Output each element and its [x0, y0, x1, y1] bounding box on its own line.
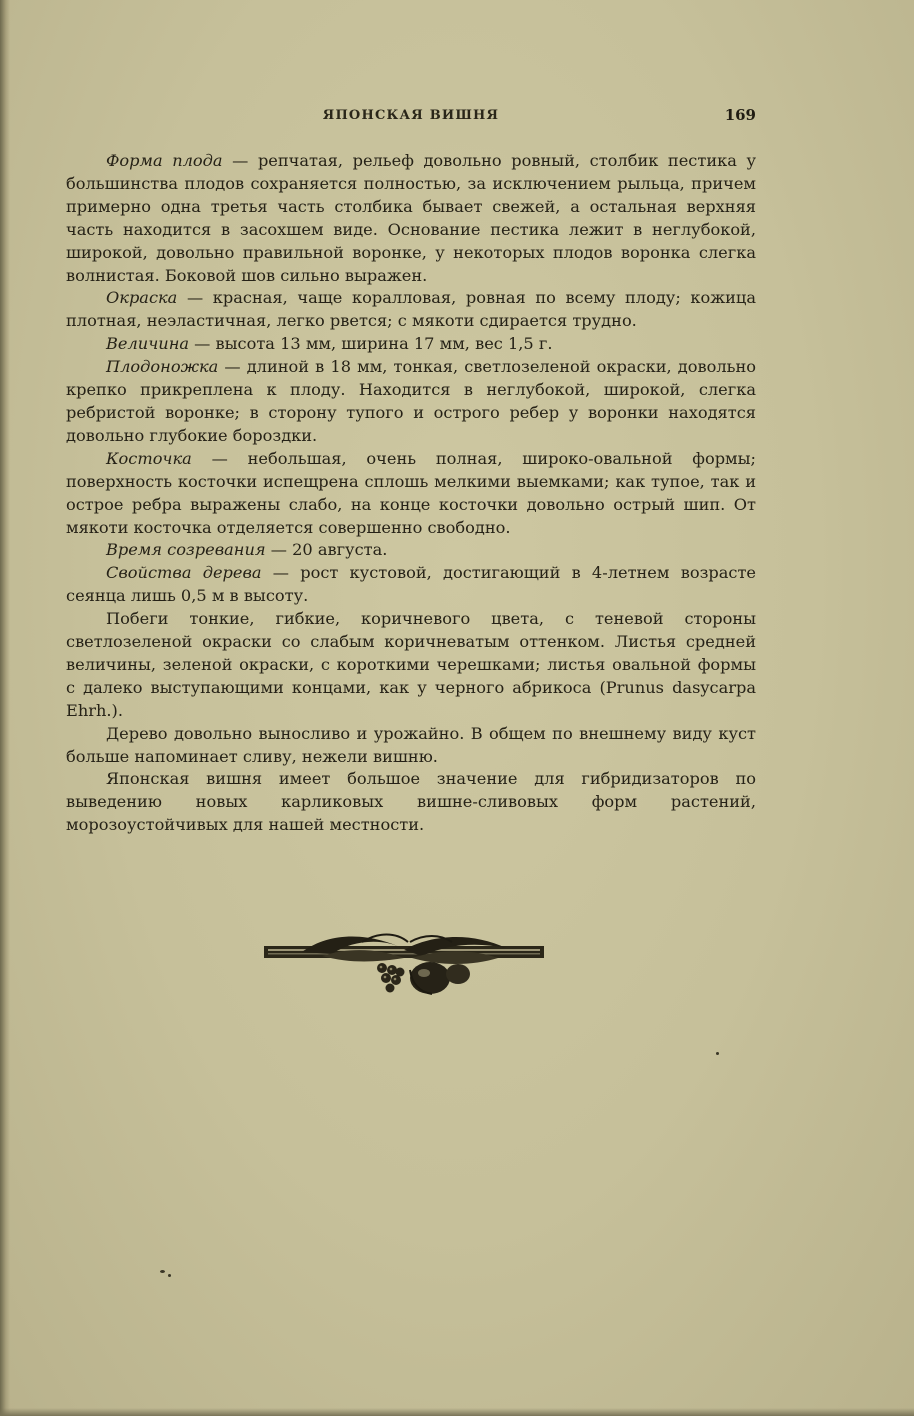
- paragraph-size: [66, 333, 756, 356]
- term: Плодоножка: [106, 357, 219, 377]
- paragraph-hardiness: [66, 723, 756, 769]
- paragraph-stone: [66, 448, 756, 540]
- description: — высота 13 мм, ширина 17 мм, вес 1,5 г.: [189, 334, 553, 354]
- description: — репчатая, рельеф довольно ровный, столбик пестика у большинства плодов сохраняется полностью, за исключением рыльца, причем примерно одна третья часть столбика бывает свежей, а остальная верхняя часть находится в засохшем виде. Основание пестика лежит в неглубокой, широкой, довольно правильной воронке, у некоторых плодов воронка слегка волнистая. Боковой шов сильно выражен.: [66, 151, 756, 285]
- page-left-edge: [0, 0, 10, 1416]
- term: Время созревания: [106, 540, 266, 560]
- description: Японская вишня имеет большое значение для гибридизаторов по выведению новых карликовых вишне-сливовых форм растений, морозоустойчивых для нашей местности.: [66, 769, 756, 835]
- running-head: ЯПОНСКАЯ ВИШНЯ: [322, 108, 500, 123]
- description: — 20 августа.: [265, 540, 388, 560]
- paragraph-shoots: [66, 608, 756, 723]
- page-header: [66, 108, 756, 128]
- paragraph-ripening-time: [66, 539, 756, 562]
- description: — длиной в 18 мм, тонкая, светлозеленой окраски, довольно крепко прикреплена к плоду. Находится в неглубокой, широкой, слегка ребристой воронке; в сторону тупого и острого ребер у воронки находятся довольно глубокие бороздки.: [66, 357, 756, 445]
- page-number: 169: [724, 106, 756, 124]
- paper-speck: [160, 1270, 165, 1273]
- paragraph-tree-properties: [66, 562, 756, 608]
- description: — небольшая, очень полная, широко-овальной формы; поверхность косточки испещрена сплошь мелкими выемками; как тупое, так и острое ребра выражены слабо, на конце косточки довольно острый шип. От мякоти косточка отделяется совершенно свободно.: [66, 448, 756, 537]
- term: Косточка: [106, 448, 192, 468]
- description: Дерево довольно выносливо и урожайно. В общем по внешнему виду куст больше напоминает сливу, нежели вишню.: [66, 723, 756, 766]
- term: Свойства дерева: [106, 563, 262, 583]
- paragraph-significance: [66, 768, 756, 837]
- description: Побеги тонкие, гибкие, коричневого цвета, с теневой стороны светлозеленой окраски со слабым коричневатым оттенком. Листья средней величины, зеленой окраски, с короткими черешками; листья овальной формы с далеко выступающими концами, как у черного абрикоса (Prunus dasycarpa Ehrh.).: [66, 609, 756, 720]
- term: Форма плода: [106, 151, 223, 170]
- page-bottom-edge: [0, 1408, 914, 1416]
- body-text: [66, 150, 756, 837]
- description: — рост кустовой, достигающий в 4-летнем возрасте сеянца лишь 0,5 м в высоту.: [66, 563, 757, 606]
- paragraph-stalk: [66, 356, 756, 448]
- description: — красная, чаще коралловая, ровная по всему плоду; кожица плотная, неэластичная, легко рвется; с мякоти сдирается трудно.: [66, 288, 756, 331]
- floral-fruit-ornament-icon: [262, 928, 546, 1002]
- paragraph-fruit-shape: [66, 150, 756, 287]
- paragraph-color: [66, 287, 756, 333]
- paper-speck: [716, 1052, 719, 1055]
- term: Величина: [106, 334, 190, 354]
- term: Окраска: [106, 288, 178, 308]
- paper-speck: [168, 1274, 171, 1277]
